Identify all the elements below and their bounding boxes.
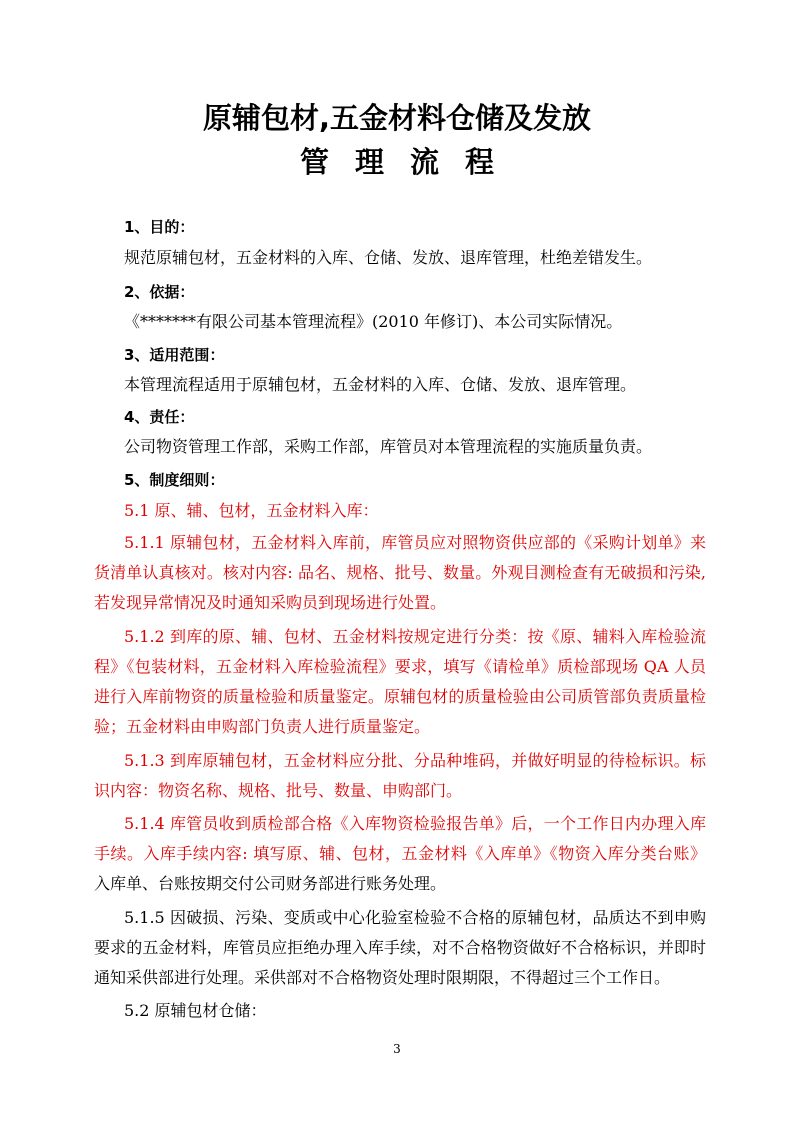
section-5-1-5-line-2: 要求的五金材料，库管员应拒绝办理入库手续，对不合格物资做好不合格标识，并即时 <box>94 938 706 957</box>
section-5-1-5-line-3: 通知采供部进行处理。采供部对不合格物资处理时限期限，不得超过三个工作日。 <box>94 968 671 987</box>
section-5-1-1-line-1: 5.1.1 原辅包材，五金材料入库前，库管员应对照物资供应部的《采购计划单》来 <box>124 533 706 552</box>
basis-text: 《*******有限公司基本管理流程》(2010 年修订)、本公司实际情况。 <box>124 312 623 331</box>
section-5-1-2-line-3: 进行入库前物资的质量检验和质量鉴定。原辅包材的质量检验由公司质管部负责质量检 <box>94 687 706 706</box>
section-5-1-2-line-2: 程》《包装材料，五金材料入库检验流程》要求，填写《请检单》质检部现场 QA 人员 <box>94 657 706 676</box>
document-title: 原辅包材,五金材料仓储及发放 <box>202 101 592 135</box>
document-subtitle: 管理流程 <box>299 145 520 179</box>
page-number: 3 <box>393 1042 401 1056</box>
section-5-1-4-line-3: 入库单、台账按期交付公司财务部进行账务处理。 <box>94 874 447 893</box>
section-5-1-3-line-1: 5.1.3 到库原辅包材，五金材料应分批、分品种堆码，并做好明显的待检标识。标 <box>124 751 706 770</box>
section-5-2-heading: 5.2 原辅包材仓储： <box>124 1001 267 1020</box>
scope-heading: 3、适用范围： <box>124 346 225 364</box>
section-5-1-1-line-2: 货清单认真核对。核对内容: 品名、规格、批号、数量。外观目测检查有无破损和污染, <box>94 563 706 582</box>
section-5-1-2-line-1: 5.1.2 到库的原、辅、包材、五金材料按规定进行分类：按《原、辅料入库检验流 <box>124 627 706 646</box>
section-5-1-5-line-1: 5.1.5 因破损、污染、变质或中心化验室检验不合格的原辅包材，品质达不到申购 <box>124 908 706 927</box>
section-5-1-3-line-2: 识内容：物资名称、规格、批号、数量、申购部门。 <box>94 781 463 800</box>
section-5-1-4-line-1: 5.1.4 库管员收到质检部合格《入库物资检验报告单》后，一个工作日内办理入库 <box>124 814 706 833</box>
rules-heading: 5、制度细则： <box>124 471 225 489</box>
section-5-1-2-line-4: 验；五金材料由申购部门负责人进行质量鉴定。 <box>94 717 431 736</box>
purpose-heading: 1、目的： <box>124 218 195 236</box>
section-5-1-heading: 5.1 原、辅、包材，五金材料入库： <box>124 501 379 520</box>
basis-heading: 2、依据： <box>124 283 195 301</box>
responsibility-text: 公司物资管理工作部，采购工作部，库管员对本管理流程的实施质量负责。 <box>124 437 653 456</box>
responsibility-heading: 4、责任： <box>124 408 195 426</box>
section-5-1-4-line-2: 手续。入库手续内容: 填写原、辅、包材，五金材料《入库单》《物资入库分类台账》 <box>94 844 706 863</box>
section-5-1-1-line-3: 若发现异常情况及时通知采购员到现场进行处置。 <box>94 593 447 612</box>
scope-text: 本管理流程适用于原辅包材，五金材料的入库、仓储、发放、退库管理。 <box>124 375 637 394</box>
purpose-text: 规范原辅包材，五金材料的入库、仓储、发放、退库管理，杜绝差错发生。 <box>124 248 653 267</box>
